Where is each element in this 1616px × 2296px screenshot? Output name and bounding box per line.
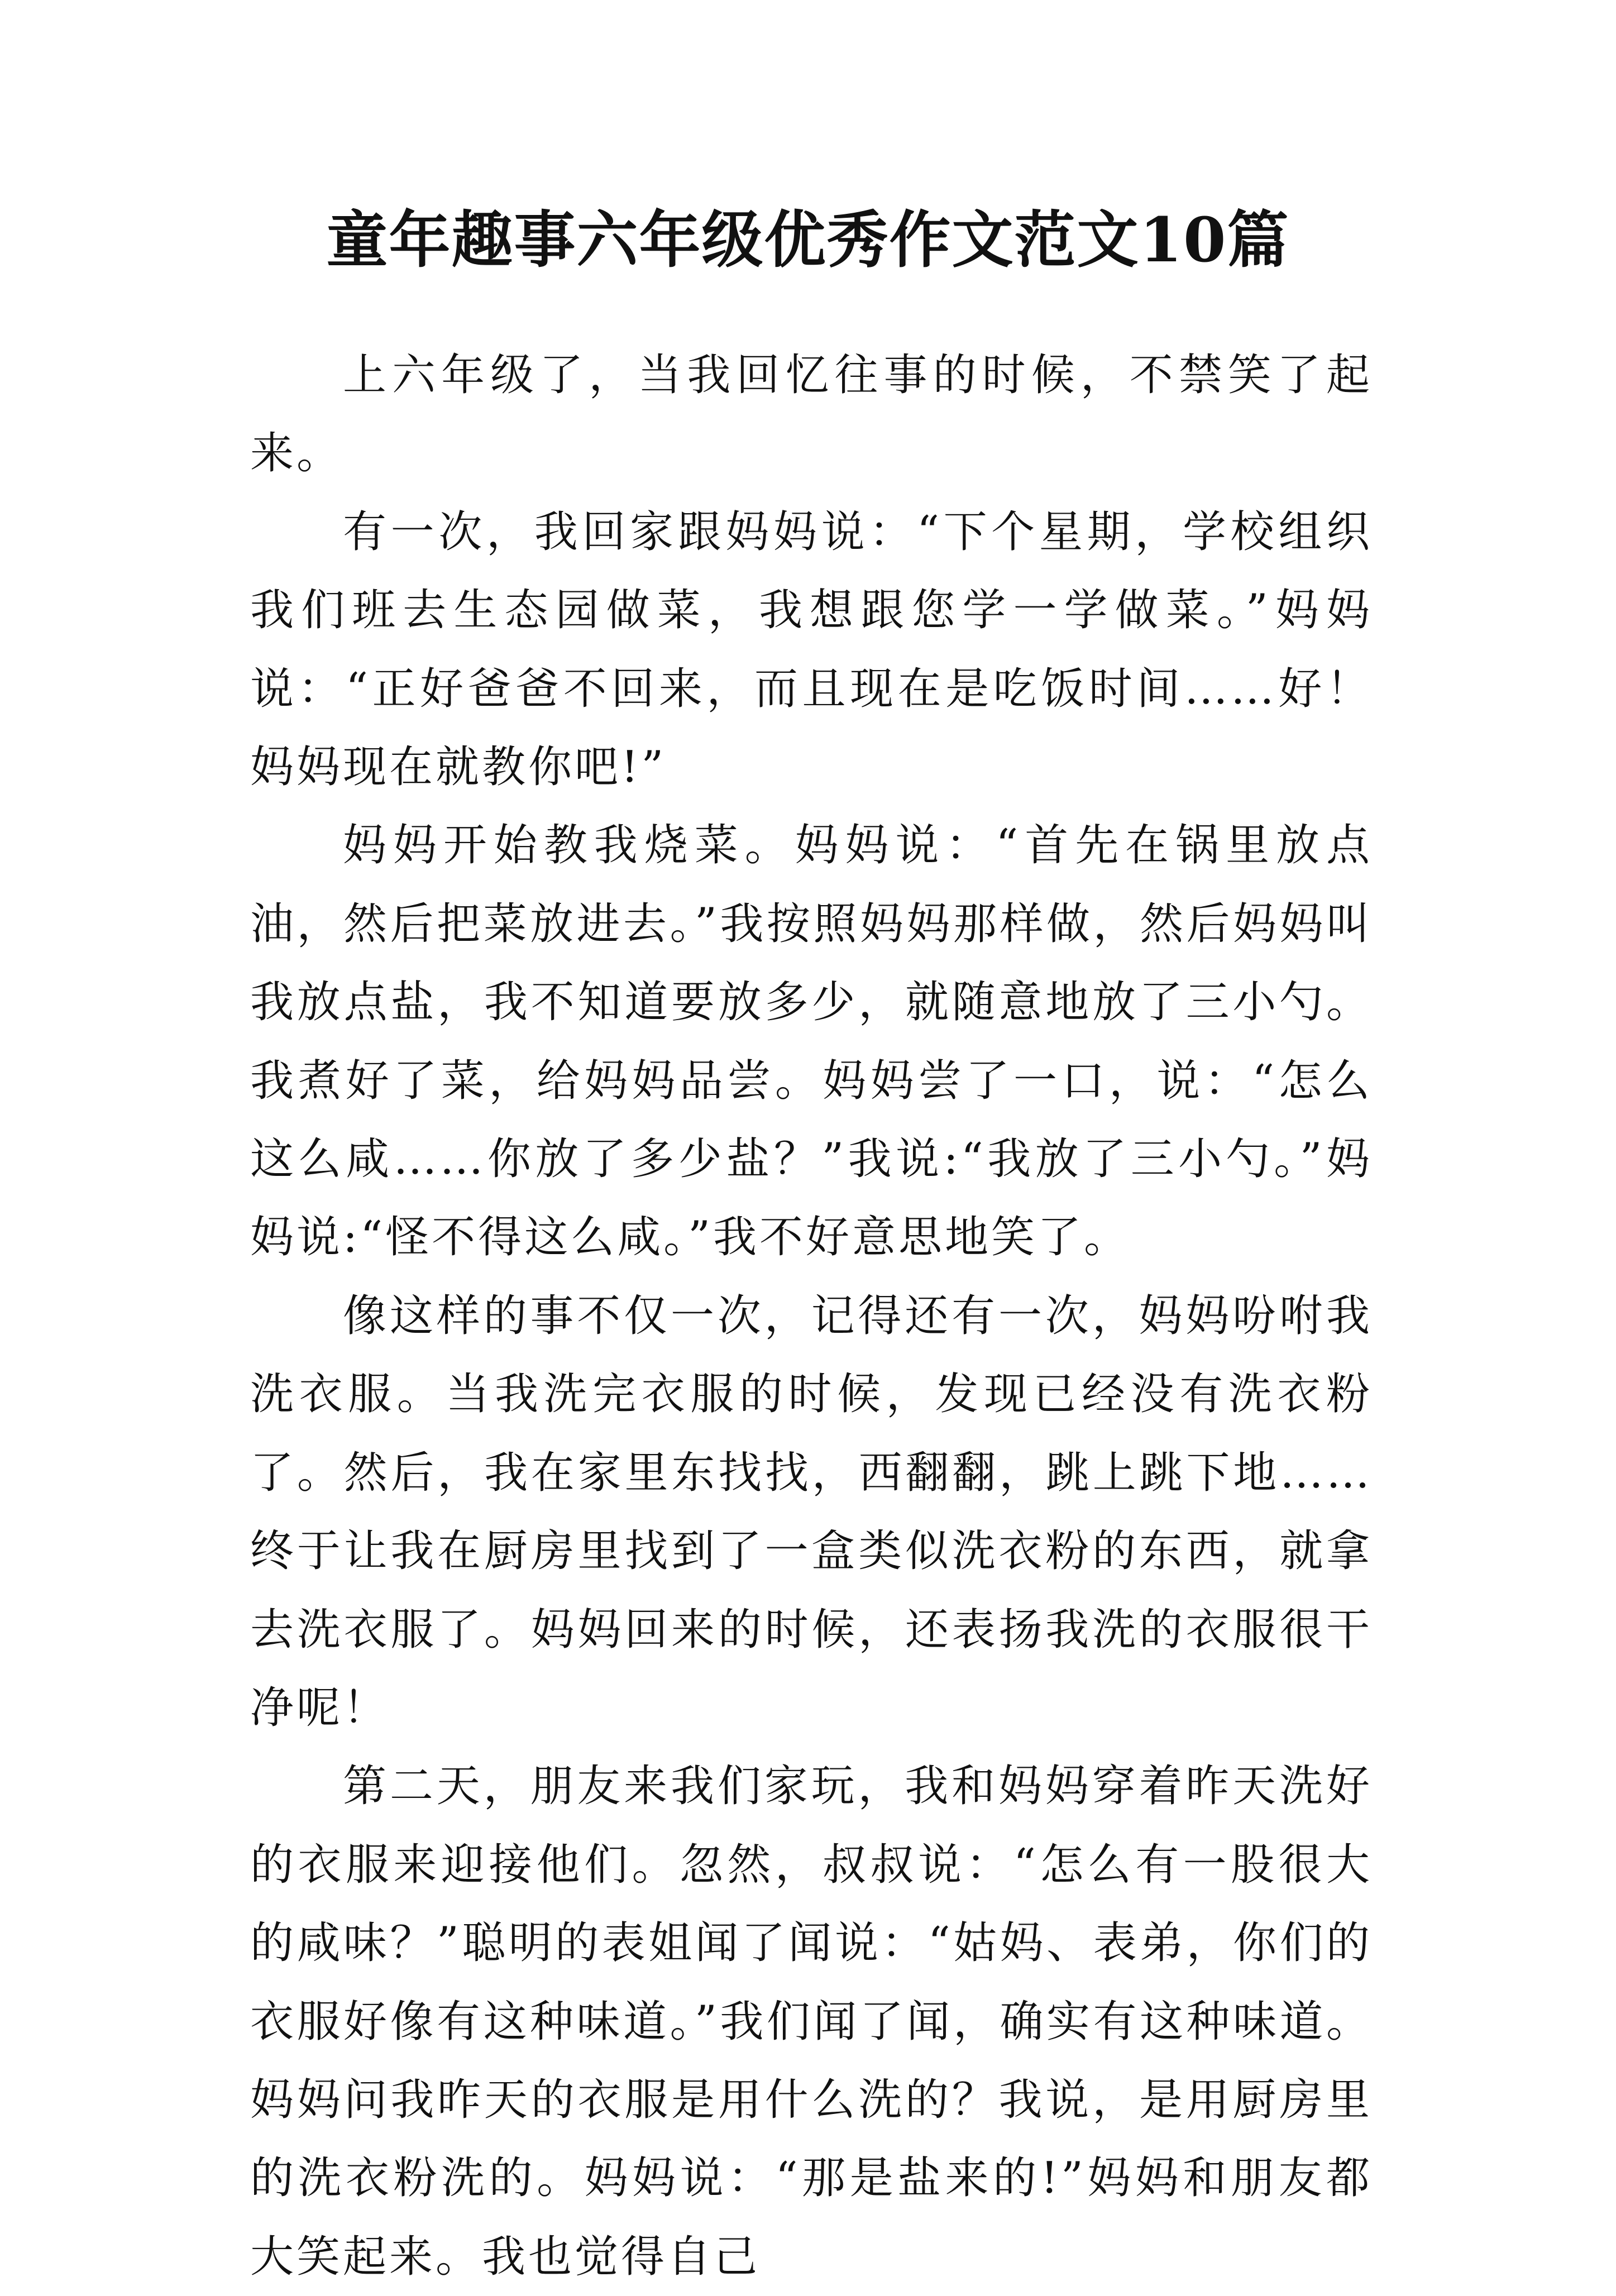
paragraph-3: 妈妈开始教我烧菜。妈妈说：“首先在锅里放点油，然后把菜放进去。”我按照妈妈那样做，然后妈妈叫我放点盐，我不知道要放多少，就随意地放了三小勺。我煮好了菜，给妈妈品尝。妈妈尝了一口，说：“怎么这么咸……你放了多少盐？”我说:“我放了三小勺。”妈妈说:“怪不得这么咸。”我不好意思地笑了。 bbox=[250, 820, 1373, 1263]
paragraph-1: 上六年级了，当我回忆往事的时候，不禁笑了起来。 bbox=[250, 350, 1373, 479]
paragraph-2: 有一次，我回家跟妈妈说：“下个星期，学校组织我们班去生态园做菜，我想跟您学一学做菜。”妈妈说：“正好爸爸不回来，而且现在是吃饭时间……好！妈妈现在就教你吧!” bbox=[250, 506, 1373, 793]
paragraph-5: 第二天，朋友来我们家玩，我和妈妈穿着昨天洗好的衣服来迎接他们。忽然，叔叔说：“怎么有一股很大的咸味？”聪明的表姐闻了闻说：“姑妈、表弟，你们的衣服好像有这种味道。”我们闻了闻，确实有这种味道。妈妈问我昨天的衣服是用什么洗的？我说，是用厨房里的洗衣粉洗的。妈妈说：“那是盐来的!”妈妈和朋友都大笑起来。我也觉得自己 bbox=[250, 1761, 1373, 2282]
document-body bbox=[250, 336, 1373, 2296]
paragraph-4: 像这样的事不仅一次，记得还有一次，妈妈吩咐我洗衣服。当我洗完衣服的时候，发现已经没有洗衣粉了。然后，我在家里东找找，西翻翻，跳上跳下地……终于让我在厨房里找到了一盒类似洗衣粉的东西，就拿去洗衣服了。妈妈回来的时候，还表扬我洗的衣服很干净呢！ bbox=[250, 1290, 1373, 1733]
document-title: 童年趣事六年级优秀作文范文10篇 bbox=[326, 204, 1290, 276]
